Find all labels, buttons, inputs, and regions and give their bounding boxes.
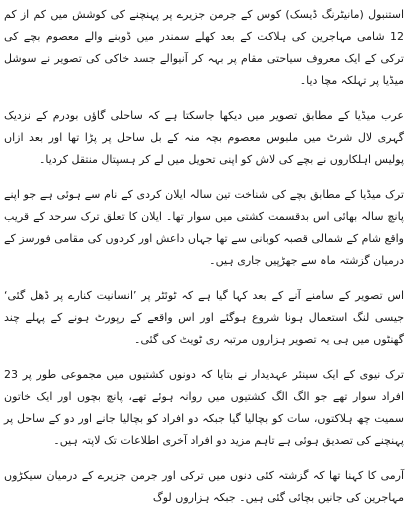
article-paragraph-navy: ترک نیوی کے ایک سینئر عہدیدار نے بتایا کہ دونوں کشتیوں میں مجموعی طور پر 23 افراد سوار تھے جو الگ الگ کشتیوں میں روانہ ہوئے تھے، پانچ بچوں اور ایک خاتون سمیت چھ ہلاکتوں، سات کو بچالیا گیا جبکہ دو افراد کو بچالیا جانے اور دو کے ساحل پر پہنچنے کی تصدیق ہوئی ہے تاہم مزید دو افراد آخری اطلاعات تک لاپتہ ہیں۔ xyxy=(4,368,404,447)
article-paragraph-twitter: اس تصویر کے سامنے آنے کے بعد کہا گیا ہے کہ ٹوئٹر پر ’انسانیت کنارے پر ڈھل گئی‘ جیسی لنگ استعمال ہونا شروع ہوگئے اور اس واقعے کے رپورٹ ہونے کے پہلے چند گھنٹوں میں ہی یہ تصویر ہزاروں مرتبہ ری ٹویٹ کی گئی۔ xyxy=(4,289,404,346)
article-body xyxy=(4,4,404,504)
article-paragraph-turkish-media: ترک میڈیا کے مطابق بچے کی شناخت تین سالہ ایلان کردی کے نام سے ہوئی ہے جو اپنے پانچ سالہ بھائی اس بدقسمت کشتی میں سوار تھا۔ ایلان کا تعلق ترک سرحد کے قریب واقع شام کے شمالی قصبہ کوبانی سے تھا جہاں داعش اور کردوں کی مقامی فورسز کے درمیان گزشتہ ماہ سے جھڑپیں جاری ہیں۔ xyxy=(4,188,404,267)
article-paragraph-intro: استنبول (مانیٹرنگ ڈیسک) کوس کے جرمن جزیرے پر پہنچنے کی کوشش میں کم از کم 12 شامی مہاجرین کی ہلاکت کے بعد کھلے سمندر میں ڈوبنے والے معصوم بچے کی ترکی کے ایک معروف سیاحتی مقام پر بہہ کر آنیوالے جسد خاکی کی تصویر نے سوشل میڈیا پر تہلکہ مچا دیا۔ xyxy=(4,8,404,87)
article-paragraph-army: آرمی کا کہنا تھا کہ گزشتہ کئی دنوں میں ترکی اور جرمن جزیرے کے درمیان سیکڑوں مہاجرین کی جانیں بچائی گئی ہیں۔ جبکہ ہزاروں لوگ xyxy=(4,469,404,504)
article-paragraph-arab-media: عرب میڈیا کے مطابق تصویر میں دیکھا جاسکتا ہے کہ ساحلی گاؤں بودرم کے نزدیک گہری لال شرٹ میں ملبوس معصوم بچہ منہ کے بل ساحل پر پڑا تھا اور بعد ازاں پولیس اہلکاروں نے بچے کی لاش کو اپنی تحویل میں لے کر ہسپتال منتقل کردیا۔ xyxy=(4,109,404,166)
